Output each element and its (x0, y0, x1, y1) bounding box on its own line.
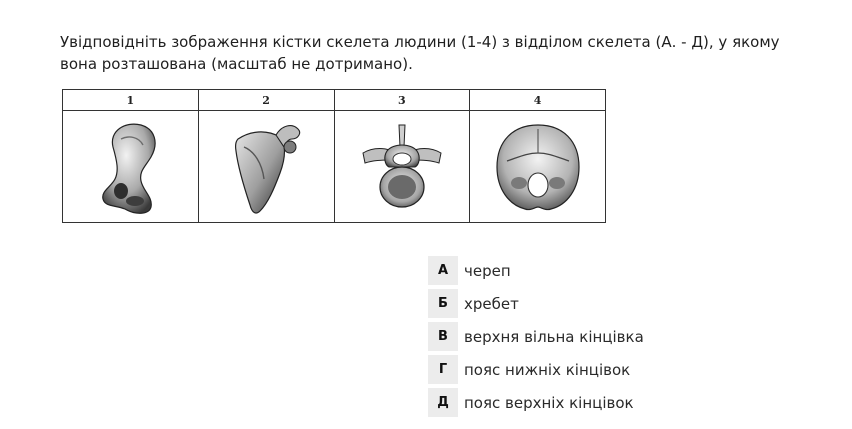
column-header-1: 1 (63, 90, 199, 111)
image-cell-3 (334, 111, 470, 223)
option-text: верхня вільна кінцівка (464, 327, 644, 346)
option-letter: Д (428, 388, 458, 417)
column-header-4: 4 (470, 90, 606, 111)
question-text: Увідповідніть зображення кістки скелета людини (1-4) з відділом скелета (А. - Д), у якому вона розташована (масштаб не дотримано). (60, 33, 780, 73)
image-cell-4 (470, 111, 606, 223)
image-cell-2 (198, 111, 334, 223)
vertebra-icon (357, 117, 447, 217)
option-letter: Г (428, 355, 458, 384)
option-a (428, 256, 644, 285)
option-letter: Б (428, 289, 458, 318)
option-text: пояс нижніх кінцівок (464, 360, 631, 379)
column-header-3: 3 (334, 90, 470, 111)
option-letter: В (428, 322, 458, 351)
answer-options-list (428, 256, 644, 421)
option-text: хребет (464, 294, 519, 313)
option-h (428, 355, 644, 384)
option-d (428, 388, 644, 417)
column-header-2: 2 (198, 90, 334, 111)
option-text: пояс верхніх кінцівок (464, 393, 634, 412)
skull-base-icon (493, 117, 583, 217)
scapula-icon (226, 117, 306, 217)
option-letter: А (428, 256, 458, 285)
option-b (428, 289, 644, 318)
bone-images-table (62, 89, 606, 223)
hip-bone-icon (95, 117, 165, 217)
table-image-row (63, 111, 606, 223)
option-v (428, 322, 644, 351)
table-header-row (63, 90, 606, 111)
image-cell-1 (63, 111, 199, 223)
option-text: череп (464, 261, 511, 280)
